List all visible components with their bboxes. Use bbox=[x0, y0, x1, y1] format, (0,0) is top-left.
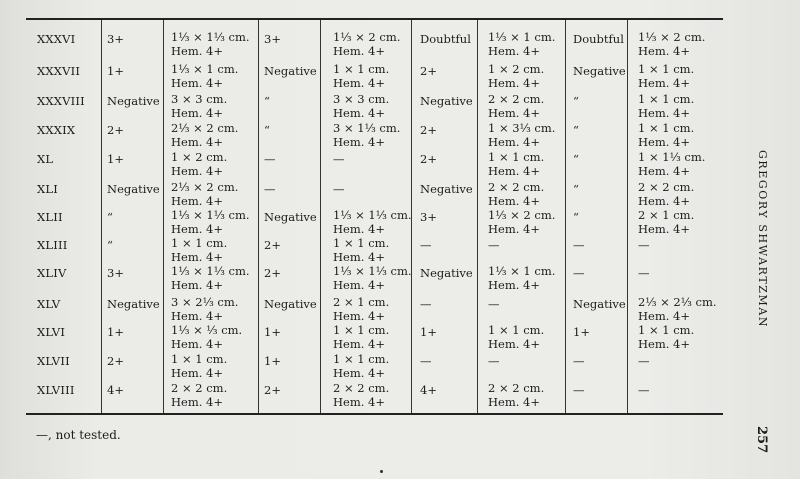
table-cell bbox=[638, 180, 694, 208]
table-cell bbox=[264, 210, 317, 224]
cell-hem-value: Hem. 4+ bbox=[333, 44, 386, 58]
cell-value: 1 × 1 cm. bbox=[333, 236, 390, 250]
cell-hem-value: Hem. 4+ bbox=[638, 309, 691, 323]
cell-value: Doubtful bbox=[420, 32, 471, 46]
cell-value: Negative bbox=[573, 64, 626, 78]
cell-value: “ bbox=[107, 210, 113, 224]
cell-value: 2+ bbox=[264, 266, 281, 280]
cell-hem-value: Hem. 4+ bbox=[638, 164, 691, 178]
cell-hem-value: Hem. 4+ bbox=[488, 76, 541, 90]
table-cell bbox=[488, 297, 500, 311]
cell-value: 3+ bbox=[107, 32, 124, 46]
column-rule bbox=[477, 20, 478, 413]
table-cell bbox=[107, 354, 124, 368]
table-cell bbox=[420, 123, 437, 137]
print-speck bbox=[380, 470, 383, 473]
table-cell bbox=[638, 323, 694, 351]
cell-value: — bbox=[638, 266, 650, 280]
table-cell bbox=[333, 323, 389, 351]
cell-value: — bbox=[420, 238, 432, 252]
table-cell bbox=[171, 264, 250, 292]
cell-value: 2+ bbox=[107, 123, 124, 137]
specimen-number: XLIV bbox=[37, 266, 67, 280]
cell-value: 2 × 1 cm. bbox=[638, 208, 695, 222]
cell-value: 1⅓ × 1 cm. bbox=[488, 264, 556, 278]
cell-value: 1+ bbox=[420, 325, 437, 339]
table-cell bbox=[420, 182, 473, 196]
table-cell bbox=[420, 266, 473, 280]
table-cell bbox=[638, 354, 650, 368]
table-cell bbox=[107, 297, 160, 311]
table-cell bbox=[488, 354, 500, 368]
table-cell bbox=[420, 383, 437, 397]
cell-value: Negative bbox=[264, 297, 317, 311]
cell-value: — bbox=[573, 354, 585, 368]
cell-value: 3 × 3 cm. bbox=[171, 92, 228, 106]
cell-value: 1+ bbox=[107, 325, 124, 339]
specimen-number: XLVI bbox=[37, 325, 66, 339]
table-top-rule bbox=[26, 18, 723, 20]
table-cell bbox=[333, 92, 389, 120]
table-cell bbox=[638, 62, 694, 90]
table-cell bbox=[420, 354, 432, 368]
cell-value: Negative bbox=[420, 182, 473, 196]
cell-hem-value: Hem. 4+ bbox=[171, 135, 224, 149]
cell-hem-value: Hem. 4+ bbox=[171, 395, 224, 409]
cell-value: “ bbox=[573, 94, 579, 108]
cell-hem-value: Hem. 4+ bbox=[488, 194, 541, 208]
cell-value: “ bbox=[573, 152, 579, 166]
cell-value: Negative bbox=[264, 64, 317, 78]
cell-value: 1⅓ × 1⅓ cm. bbox=[333, 208, 412, 222]
cell-value: 1 × 1 cm. bbox=[488, 150, 545, 164]
table-cell bbox=[171, 381, 227, 409]
cell-value: 3+ bbox=[107, 266, 124, 280]
cell-hem-value: Hem. 4+ bbox=[638, 194, 691, 208]
cell-value: — bbox=[333, 182, 345, 196]
column-rule bbox=[320, 20, 321, 413]
cell-hem-value: Hem. 4+ bbox=[488, 44, 541, 58]
cell-value: 1⅓ × 1⅓ cm. bbox=[171, 30, 250, 44]
table-cell bbox=[171, 352, 227, 380]
cell-value: 2 × 2 cm. bbox=[171, 381, 228, 395]
cell-value: 1+ bbox=[107, 64, 124, 78]
specimen-number: XXXVII bbox=[37, 64, 81, 78]
cell-value: Doubtful bbox=[573, 32, 624, 46]
cell-hem-value: Hem. 4+ bbox=[171, 278, 224, 292]
cell-hem-value: Hem. 4+ bbox=[488, 106, 541, 120]
cell-value: — bbox=[638, 238, 650, 252]
cell-hem-value: Hem. 4+ bbox=[171, 194, 224, 208]
cell-hem-value: Hem. 4+ bbox=[171, 222, 224, 236]
table-cell bbox=[171, 208, 250, 236]
cell-value: 1⅓ × 2 cm. bbox=[488, 208, 556, 222]
table-cell bbox=[264, 297, 317, 311]
cell-hem-value: Hem. 4+ bbox=[488, 135, 541, 149]
table-cell bbox=[264, 354, 281, 368]
table-cell bbox=[171, 92, 227, 120]
specimen-number: XXXIX bbox=[37, 123, 76, 137]
cell-value: 2 × 2 cm. bbox=[488, 381, 545, 395]
cell-value: — bbox=[488, 238, 500, 252]
table-cell bbox=[264, 266, 281, 280]
cell-value: “ bbox=[573, 210, 579, 224]
table-cell bbox=[420, 152, 437, 166]
table-cell bbox=[333, 236, 389, 264]
table-cell bbox=[333, 182, 345, 196]
cell-hem-value: Hem. 4+ bbox=[333, 222, 386, 236]
specimen-number: XLIII bbox=[37, 238, 68, 252]
cell-hem-value: Hem. 4+ bbox=[171, 366, 224, 380]
table-cell bbox=[488, 238, 500, 252]
cell-value: 1⅓ × 1⅓ cm. bbox=[171, 264, 250, 278]
cell-hem-value: Hem. 4+ bbox=[171, 164, 224, 178]
cell-value: — bbox=[264, 182, 276, 196]
cell-value: 2 × 2 cm. bbox=[488, 180, 545, 194]
cell-value: 1⅓ × 2 cm. bbox=[333, 30, 401, 44]
cell-hem-value: Hem. 4+ bbox=[638, 135, 691, 149]
cell-value: 1+ bbox=[107, 152, 124, 166]
table-cell bbox=[107, 94, 160, 108]
cell-value: Negative bbox=[107, 182, 160, 196]
table-cell bbox=[107, 325, 124, 339]
cell-value: 1⅓ × 1⅓ cm. bbox=[171, 208, 250, 222]
cell-hem-value: Hem. 4+ bbox=[333, 366, 386, 380]
cell-value: 4+ bbox=[107, 383, 124, 397]
cell-value: 1 × 1⅓ cm. bbox=[638, 150, 706, 164]
cell-value: — bbox=[573, 266, 585, 280]
cell-value: 1 × 1 cm. bbox=[638, 323, 695, 337]
table-cell bbox=[420, 32, 471, 46]
table-cell bbox=[107, 266, 124, 280]
table-cell bbox=[638, 266, 650, 280]
column-rule bbox=[565, 20, 566, 413]
table-cell bbox=[264, 325, 281, 339]
table-cell bbox=[573, 325, 590, 339]
cell-hem-value: Hem. 4+ bbox=[638, 222, 691, 236]
cell-value: Negative bbox=[573, 297, 626, 311]
cell-value: — bbox=[488, 354, 500, 368]
cell-value: 1+ bbox=[573, 325, 590, 339]
table-cell bbox=[638, 295, 717, 323]
table-cell bbox=[573, 32, 624, 46]
table-cell bbox=[171, 121, 238, 149]
cell-value: — bbox=[573, 238, 585, 252]
table-cell bbox=[333, 381, 389, 409]
running-head: GREGORY SHWARTZMAN bbox=[756, 150, 769, 329]
cell-hem-value: Hem. 4+ bbox=[488, 278, 541, 292]
cell-value: “ bbox=[573, 182, 579, 196]
table-cell bbox=[107, 238, 113, 252]
table-cell bbox=[171, 62, 238, 90]
table-cell bbox=[264, 152, 276, 166]
cell-hem-value: Hem. 4+ bbox=[333, 337, 386, 351]
table-cell bbox=[488, 208, 555, 236]
table-cell bbox=[488, 121, 555, 149]
cell-hem-value: Hem. 4+ bbox=[171, 250, 224, 264]
table-cell bbox=[638, 383, 650, 397]
cell-value: — bbox=[573, 383, 585, 397]
cell-value: 1⅓ × 1 cm. bbox=[488, 30, 556, 44]
cell-value: — bbox=[638, 383, 650, 397]
cell-hem-value: Hem. 4+ bbox=[333, 250, 386, 264]
cell-hem-value: Hem. 4+ bbox=[488, 164, 541, 178]
table-cell bbox=[488, 180, 544, 208]
cell-value: Negative bbox=[264, 210, 317, 224]
table-cell bbox=[488, 323, 544, 351]
cell-hem-value: Hem. 4+ bbox=[333, 309, 386, 323]
cell-value: 1 × 1 cm. bbox=[333, 62, 390, 76]
table-cell bbox=[488, 381, 544, 409]
cell-hem-value: Hem. 4+ bbox=[171, 309, 224, 323]
table-cell bbox=[573, 94, 579, 108]
cell-hem-value: Hem. 4+ bbox=[333, 106, 386, 120]
cell-value: 3+ bbox=[420, 210, 437, 224]
cell-hem-value: Hem. 4+ bbox=[333, 135, 386, 149]
table-cell bbox=[171, 236, 227, 264]
column-rule bbox=[258, 20, 259, 413]
table-cell bbox=[638, 208, 694, 236]
page-number: 257 bbox=[754, 426, 769, 454]
column-rule bbox=[627, 20, 628, 413]
cell-value: 1 × 1 cm. bbox=[333, 352, 390, 366]
cell-value: Negative bbox=[420, 266, 473, 280]
cell-value: 1 × 1 cm. bbox=[171, 236, 228, 250]
cell-value: 2 × 2 cm. bbox=[488, 92, 545, 106]
table-cell bbox=[107, 182, 160, 196]
cell-value: 2+ bbox=[420, 64, 437, 78]
table-cell bbox=[264, 238, 281, 252]
table-cell bbox=[573, 266, 585, 280]
cell-value: 3 × 2⅓ cm. bbox=[171, 295, 239, 309]
cell-value: 2+ bbox=[107, 354, 124, 368]
table-cell bbox=[573, 238, 585, 252]
cell-hem-value: Hem. 4+ bbox=[333, 76, 386, 90]
table-cell bbox=[573, 383, 585, 397]
table-cell bbox=[107, 32, 124, 46]
table-cell bbox=[107, 123, 124, 137]
table-cell bbox=[420, 64, 437, 78]
cell-value: 2+ bbox=[264, 383, 281, 397]
table-cell bbox=[420, 297, 432, 311]
cell-value: Negative bbox=[107, 297, 160, 311]
cell-value: 1+ bbox=[264, 354, 281, 368]
table-cell bbox=[573, 64, 626, 78]
cell-value: 1 × 1 cm. bbox=[171, 352, 228, 366]
cell-hem-value: Hem. 4+ bbox=[488, 337, 541, 351]
table-cell bbox=[264, 182, 276, 196]
table-cell bbox=[333, 62, 389, 90]
cell-hem-value: Hem. 4+ bbox=[171, 44, 224, 58]
table-cell bbox=[264, 383, 281, 397]
table-cell bbox=[333, 152, 345, 166]
cell-value: 1 × 2 cm. bbox=[488, 62, 545, 76]
cell-value: “ bbox=[107, 238, 113, 252]
table-cell bbox=[638, 30, 705, 58]
table-cell bbox=[488, 30, 555, 58]
cell-value: 2+ bbox=[264, 238, 281, 252]
cell-hem-value: Hem. 4+ bbox=[638, 44, 691, 58]
column-rule bbox=[163, 20, 164, 413]
specimen-number: XLV bbox=[37, 297, 61, 311]
table-cell bbox=[573, 354, 585, 368]
table-cell bbox=[171, 30, 250, 58]
table-cell bbox=[488, 150, 544, 178]
cell-value: 2⅓ × 2 cm. bbox=[171, 121, 239, 135]
cell-hem-value: Hem. 4+ bbox=[171, 76, 224, 90]
table-cell bbox=[573, 297, 626, 311]
cell-value: — bbox=[638, 354, 650, 368]
cell-hem-value: Hem. 4+ bbox=[171, 106, 224, 120]
table-cell bbox=[333, 295, 389, 323]
table-cell bbox=[420, 210, 437, 224]
cell-hem-value: Hem. 4+ bbox=[638, 76, 691, 90]
table-cell bbox=[573, 210, 579, 224]
table-cell bbox=[333, 264, 412, 292]
cell-value: 1 × 1 cm. bbox=[638, 92, 695, 106]
table-cell bbox=[171, 295, 238, 323]
table-cell bbox=[333, 352, 389, 380]
specimen-number: XXXVIII bbox=[37, 94, 85, 108]
table-cell bbox=[171, 180, 238, 208]
cell-value: “ bbox=[264, 123, 270, 137]
table-cell bbox=[638, 150, 705, 178]
cell-value: 1 × 1 cm. bbox=[638, 121, 695, 135]
cell-value: “ bbox=[573, 123, 579, 137]
column-rule bbox=[101, 20, 102, 413]
cell-value: Negative bbox=[420, 94, 473, 108]
cell-hem-value: Hem. 4+ bbox=[333, 278, 386, 292]
cell-value: 2⅓ × 2⅓ cm. bbox=[638, 295, 717, 309]
cell-value: 1⅓ × 2 cm. bbox=[638, 30, 706, 44]
table-cell bbox=[488, 264, 555, 292]
cell-value: 1⅓ × 1⅓ cm. bbox=[333, 264, 412, 278]
table-cell bbox=[264, 64, 317, 78]
cell-value: 1⅓ × 1 cm. bbox=[171, 62, 239, 76]
table-cell bbox=[573, 152, 579, 166]
table-cell bbox=[573, 182, 579, 196]
cell-value: 2⅓ × 2 cm. bbox=[171, 180, 239, 194]
table-cell bbox=[420, 238, 432, 252]
cell-value: 1⅓ × ⅓ cm. bbox=[171, 323, 243, 337]
cell-value: 3+ bbox=[264, 32, 281, 46]
table-cell bbox=[107, 152, 124, 166]
cell-hem-value: Hem. 4+ bbox=[488, 395, 541, 409]
cell-value: 1 × 1 cm. bbox=[333, 323, 390, 337]
cell-hem-value: Hem. 4+ bbox=[333, 395, 386, 409]
table-cell bbox=[333, 30, 400, 58]
cell-value: — bbox=[420, 297, 432, 311]
cell-value: — bbox=[264, 152, 276, 166]
specimen-number: XLVII bbox=[37, 354, 70, 368]
cell-value: “ bbox=[264, 94, 270, 108]
cell-value: 1 × 1 cm. bbox=[488, 323, 545, 337]
cell-value: 3 × 1⅓ cm. bbox=[333, 121, 401, 135]
table-cell bbox=[333, 121, 400, 149]
table-cell bbox=[638, 92, 694, 120]
table-cell bbox=[107, 383, 124, 397]
specimen-number: XLI bbox=[37, 182, 58, 196]
cell-value: 3 × 3 cm. bbox=[333, 92, 390, 106]
table-cell bbox=[171, 323, 242, 351]
table-cell bbox=[107, 210, 113, 224]
cell-value: — bbox=[333, 152, 345, 166]
cell-value: 1 × 3⅓ cm. bbox=[488, 121, 556, 135]
specimen-number: XL bbox=[37, 152, 54, 166]
table-cell bbox=[488, 62, 544, 90]
cell-hem-value: Hem. 4+ bbox=[488, 222, 541, 236]
table-cell bbox=[264, 32, 281, 46]
specimen-number: XLII bbox=[37, 210, 63, 224]
cell-value: 2 × 2 cm. bbox=[638, 180, 695, 194]
table-cell bbox=[638, 121, 694, 149]
footnote: —, not tested. bbox=[36, 428, 121, 442]
table-cell bbox=[488, 92, 544, 120]
table-cell bbox=[638, 238, 650, 252]
cell-value: — bbox=[420, 354, 432, 368]
cell-value: 2 × 1 cm. bbox=[333, 295, 390, 309]
table-cell bbox=[420, 325, 437, 339]
cell-hem-value: Hem. 4+ bbox=[638, 106, 691, 120]
cell-value: 1 × 2 cm. bbox=[171, 150, 228, 164]
cell-value: 2+ bbox=[420, 152, 437, 166]
cell-value: 2+ bbox=[420, 123, 437, 137]
specimen-number: XLVIII bbox=[37, 383, 75, 397]
cell-hem-value: Hem. 4+ bbox=[171, 337, 224, 351]
cell-value: 4+ bbox=[420, 383, 437, 397]
table-cell bbox=[573, 123, 579, 137]
table-bottom-rule bbox=[26, 413, 723, 415]
cell-value: — bbox=[488, 297, 500, 311]
cell-hem-value: Hem. 4+ bbox=[638, 337, 691, 351]
table-cell bbox=[107, 64, 124, 78]
specimen-number: XXXVI bbox=[37, 32, 76, 46]
cell-value: Negative bbox=[107, 94, 160, 108]
cell-value: 1+ bbox=[264, 325, 281, 339]
table-cell bbox=[264, 123, 270, 137]
table-cell bbox=[264, 94, 270, 108]
cell-value: 1 × 1 cm. bbox=[638, 62, 695, 76]
table-cell bbox=[171, 150, 227, 178]
cell-value: 2 × 2 cm. bbox=[333, 381, 390, 395]
table-cell bbox=[333, 208, 412, 236]
table-cell bbox=[420, 94, 473, 108]
